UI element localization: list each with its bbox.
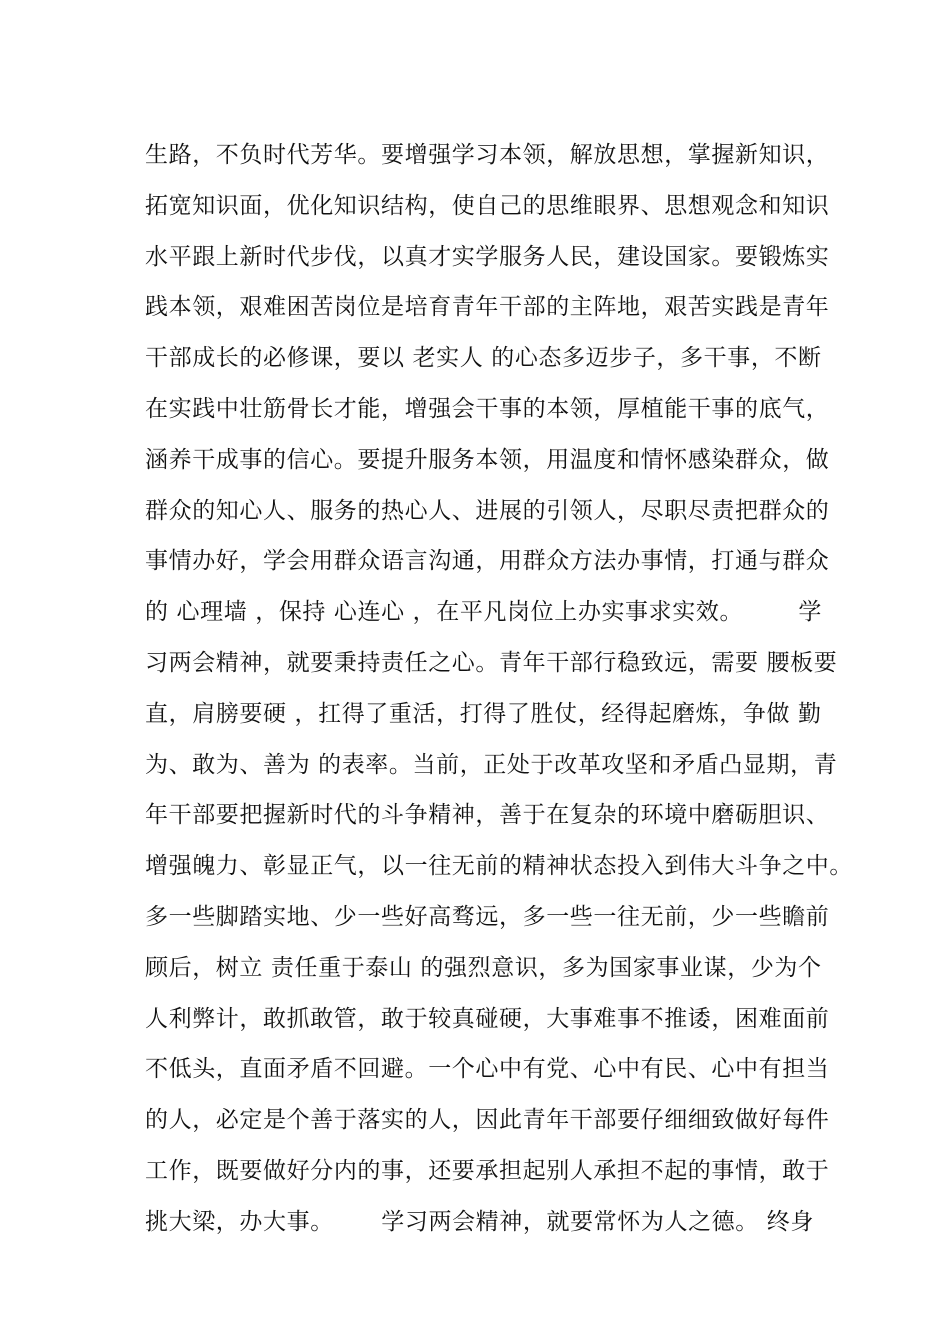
text-line: 直，肩膀要硬 ，扛得了重活，打得了胜仗，经得起磨炼，争做 勤 bbox=[145, 700, 822, 727]
text-line: 多一些脚踏实地、少一些好高骛远，多一些一往无前，少一些瞻前 bbox=[145, 903, 830, 930]
text-line: 生路，不负时代芳华。要增强学习本领，解放思想，掌握新知识， bbox=[145, 142, 830, 168]
text-line: 为、敢为、善为 的表率。当前，正处于改革攻坚和矛盾凸显期，青 bbox=[145, 751, 838, 778]
text-line: 年干部要把握新时代的斗争精神，善于在复杂的环境中磨砺胆识、 bbox=[145, 802, 830, 829]
text-line: 习两会精神，就要秉持责任之心。青年干部行稳致远，需要 腰板要 bbox=[145, 649, 838, 676]
text-line: 在实践中壮筋骨长才能，增强会干事的本领，厚植能干事的底气， bbox=[145, 395, 830, 422]
text-line: 人利弊计，敢抓敢管，敢于较真碰硬，大事难事不推诿，困难面前 bbox=[145, 1005, 830, 1032]
text-line: 工作，既要做好分内的事，还要承担起别人承担不起的事情，敢于 bbox=[145, 1157, 830, 1184]
text-line: 涵养干成事的信心。要提升服务本领，用温度和情怀感染群众，做 bbox=[145, 446, 830, 473]
body-text bbox=[145, 130, 853, 1248]
text-line: 的 心理墙 ，保持 心连心 ，在平凡岗位上办实事求实效。 学 bbox=[145, 599, 823, 626]
text-line: 事情办好，学会用群众语言沟通，用群众方法办事情，打通与群众 bbox=[145, 548, 830, 575]
text-line: 干部成长的必修课，要以 老实人 的心态多迈步子，多干事，不断 bbox=[145, 345, 822, 372]
text-line: 群众的知心人、服务的热心人、进展的引领人，尽职尽责把群众的 bbox=[145, 497, 830, 524]
text-line: 挑大梁，办大事。 学习两会精神，就要常怀为人之德。 终身 bbox=[145, 1208, 814, 1235]
text-line: 水平跟上新时代步伐，以真才实学服务人民，建设国家。要锻炼实 bbox=[145, 243, 830, 270]
text-line: 增强魄力、彰显正气，以一往无前的精神状态投入到伟大斗争之中。 bbox=[145, 853, 853, 880]
text-line: 顾后，树立 责任重于泰山 的强烈意识，多为国家事业谋，少为个 bbox=[145, 954, 822, 981]
text-line: 不低头，直面矛盾不回避。一个心中有党、心中有民、心中有担当 bbox=[145, 1056, 830, 1083]
text-line: 拓宽知识面，优化知识结构，使自己的思维眼界、思想观念和知识 bbox=[145, 192, 830, 219]
text-line: 践本领，艰难困苦岗位是培育青年干部的主阵地，艰苦实践是青年 bbox=[145, 294, 830, 321]
text-line: 的人，必定是个善于落实的人，因此青年干部要仔细细致做好每件 bbox=[145, 1107, 830, 1134]
